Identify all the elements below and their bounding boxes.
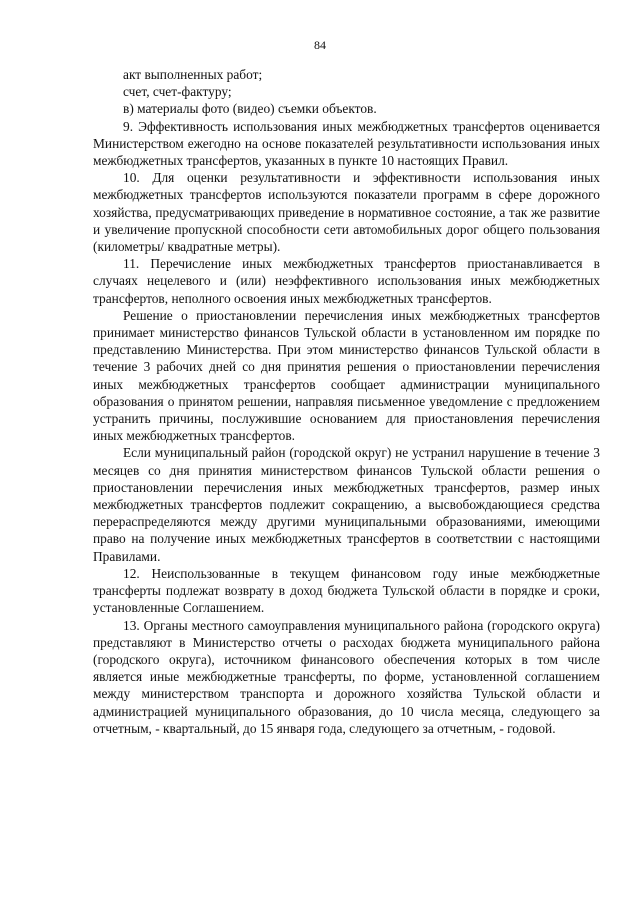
list-item-invoice: счет, счет-фактуру;	[123, 84, 232, 100]
paragraph-13-reporting: 13. Органы местного самоуправления муниципального района (городского округа) представляют в Министерство отчеты о расходах бюджета муниципального района (городского округа), источником финансового обеспечения которых в том числе является иные межбюджетные трансферты, по форме, установленной соглашением между министерством транспорта и дорожного хозяйства Тульской области и администрацией муниципального образования, до 10 числа месяца, следующего за отчетным, - квартальный, до 15 января года, следующего за отчетным, - годовой.	[93, 617, 600, 736]
paragraph-10-indicators: 10. Для оценки результативности и эффективности использования иных межбюджетных трансфертов используются показатели программ в сфере дорожного хозяйства, предусматривающих приведение в нормативное состояние, а так же развитие и увеличение пропускной способности сети автомобильных дорог общего пользования (километры/ квадратные метры).	[93, 170, 600, 255]
paragraph-reduction: Если муниципальный район (городской округ) не устранил нарушение в течение 3 месяцев со дня принятия министерством финансов Тульской области решения о приостановлении перечисления иных межбюджетных трансфертов, размер иных межбюджетных трансфертов подлежит сокращению, а высвобождающиеся средства перераспределяются между другими муниципальными образованиями, имеющими право на получение иных межбюджетных трансфертов в соответствии с настоящими Правилами.	[93, 445, 600, 564]
list-item-photo-materials: в) материалы фото (видео) съемки объектов.	[123, 101, 377, 117]
paragraph-9-efficiency: 9. Эффективность использования иных межбюджетных трансфертов оценивается Министерством ежегодно на основе показателей результативности использования иных межбюджетных трансфертов, указанных в пункте 10 настоящих Правил.	[93, 118, 600, 169]
paragraph-12-unused-return: 12. Неиспользованные в текущем финансовом году иные межбюджетные трансферты подлежат возврату в доход бюджета Тульской области в порядке и сроки, установленные Соглашением.	[93, 565, 600, 616]
paragraph-11-suspension: 11. Перечисление иных межбюджетных трансфертов приостанавливается в случаях нецелевого и (или) неэффективного использования иных межбюджетных трансфертов, неполного освоения иных межбюджетных трансфертов.	[93, 256, 600, 306]
list-item-act: акт выполненных работ;	[123, 67, 263, 82]
document-body	[93, 66, 600, 737]
page-number: 84	[314, 38, 326, 52]
paragraph-suspension-decision: Решение о приостановлении перечисления иных межбюджетных трансфертов принимает министерство финансов Тульской области в установленном им порядке по представлению Министерства. При этом министерство финансов Тульской области в течение 3 рабочих дней со дня принятия решения о приостановлении перечисления иных межбюджетных трансфертов сообщает администрации муниципального образования о принятом решении, направляя письменное уведомление с предложением устранить причины, послужившие основанием для приостановления перечисления иных межбюджетных трансфертов.	[93, 307, 600, 444]
